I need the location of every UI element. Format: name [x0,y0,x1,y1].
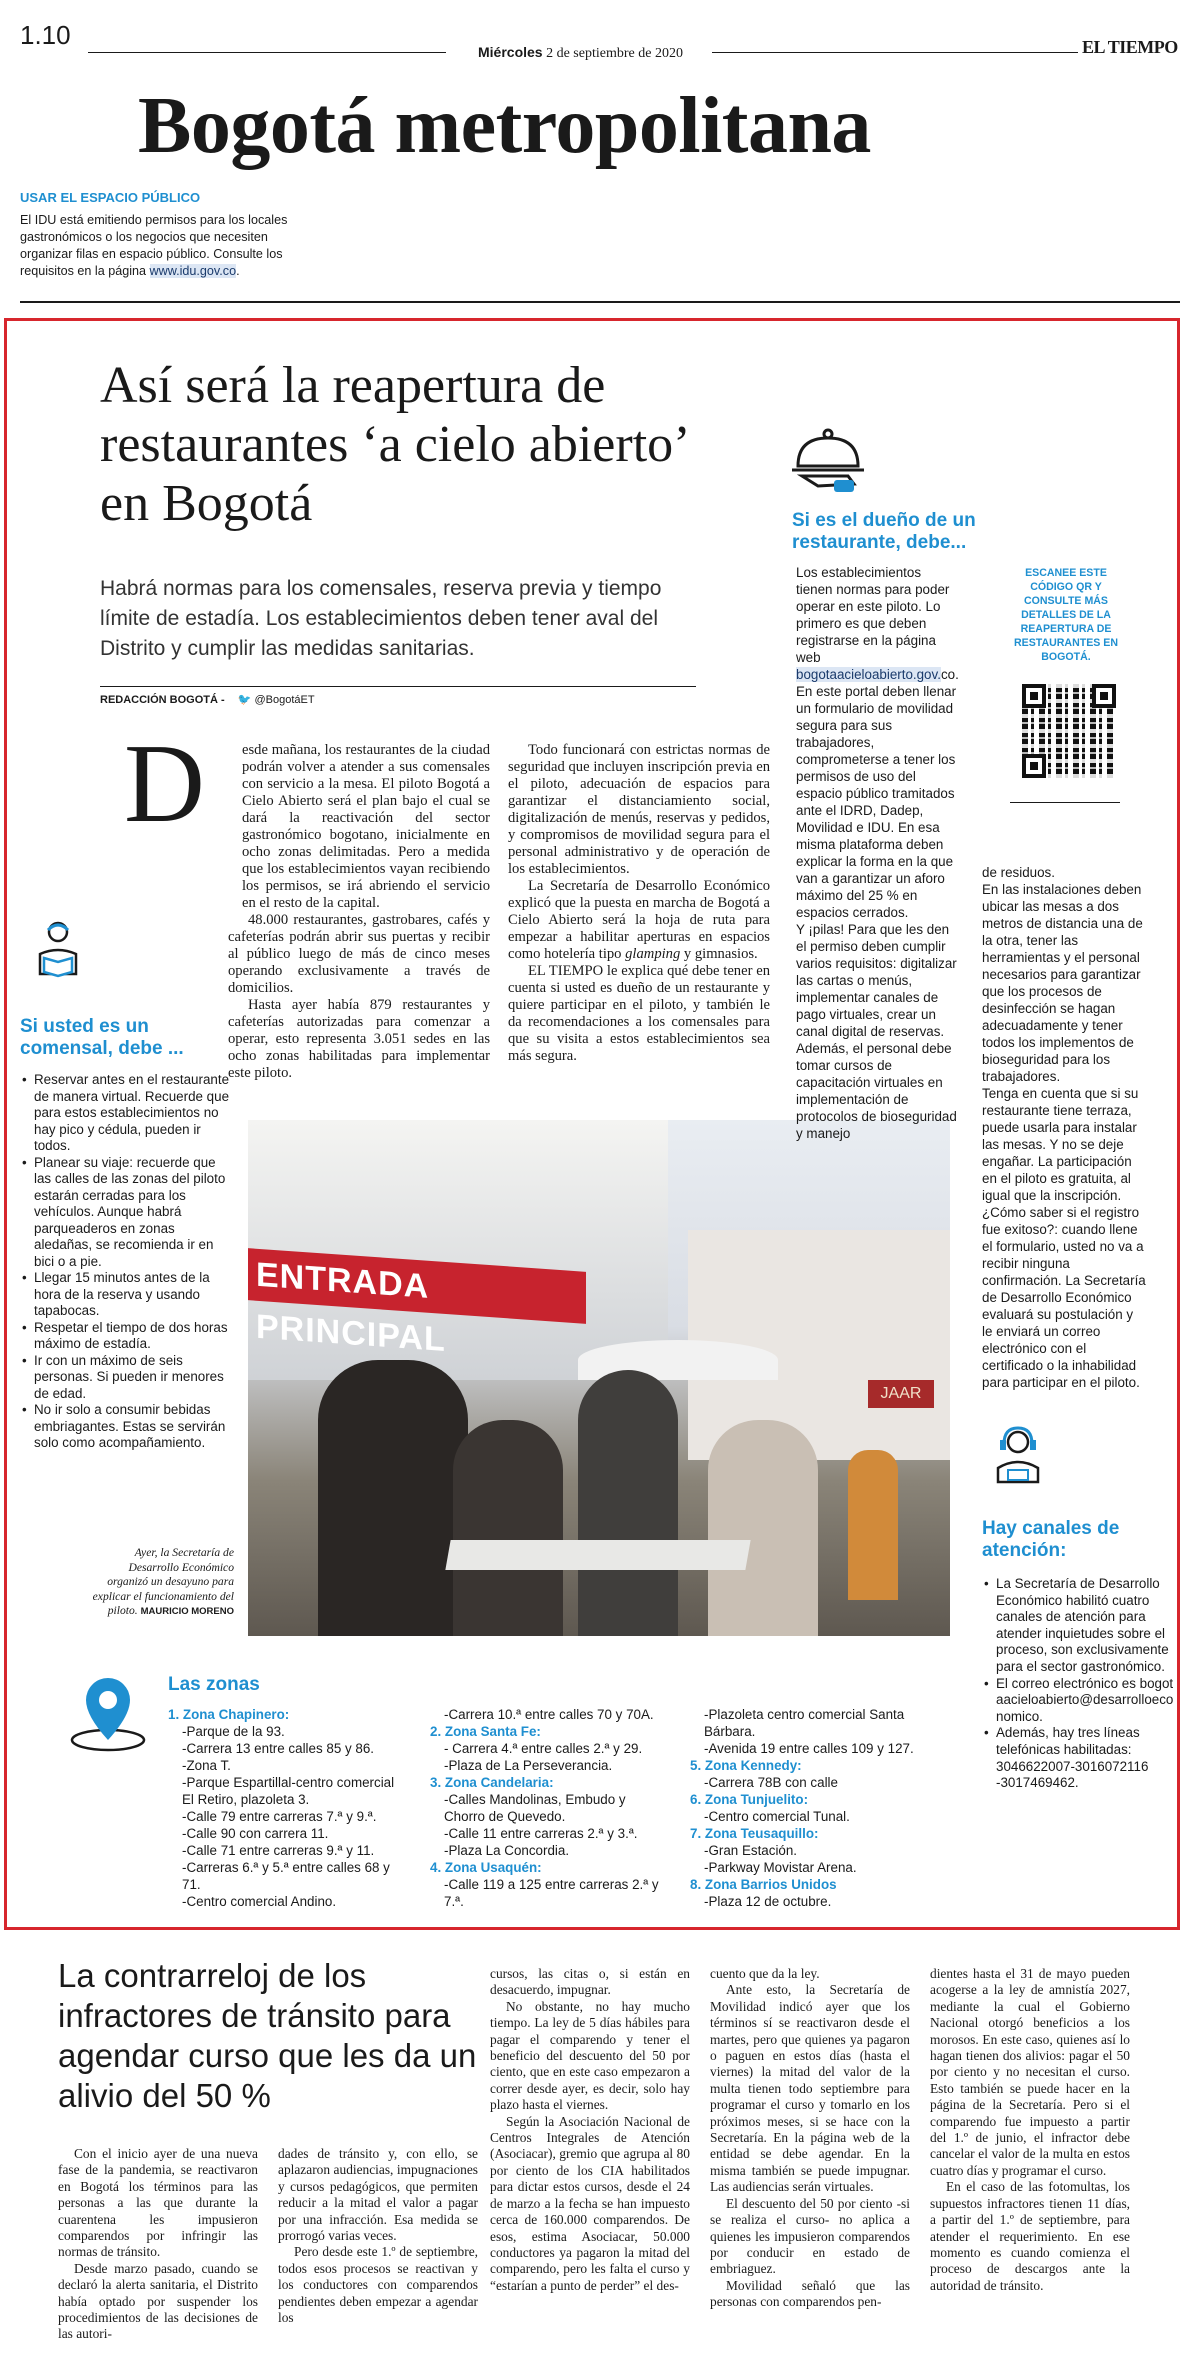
zone-place: -Carrera 78B con calle [704,1775,838,1790]
zone-place: -Calle 119 a 125 entre carreras 2.ª y 7.ª. [444,1877,659,1909]
comensal-item: • Respetar el tiempo de dos horas máximo de estadía. [34,1320,230,1353]
col2-p2 [508,878,770,963]
qr-rule [1010,802,1120,803]
main-photo [248,1120,950,1636]
zone-place: -Zona T. [182,1758,231,1773]
col2-p1: Todo funcionará con estrictas normas de seguridad que incluyen inscripción previa en el piloto, adecuación de espacios para garantizar el distanciamiento social, digitalización de menús, reservas y pedidos, y compromisos de movilidad segura para el personal administrativo y de operación de los establecimientos. [508,742,770,877]
zonas-col2 [430,1706,670,1910]
comensal-item: • No ir solo a consumir bebidas embriagantes. Estas se servirán solo como acompañamiento. [34,1402,230,1452]
comensal-title: Si usted es un comensal, debe ... [20,1016,184,1059]
zone-place: -Parkway Movistar Arena. [704,1860,857,1875]
comensal-item: • Llegar 15 minutos antes de la hora de la reserva y usando tapabocas. [34,1270,230,1320]
main-headline: Así será la reapertura de restaurantes ‘a cielo abierto’ en Bogotá [100,357,687,532]
col1-p3: Hasta ayer había 879 restaurantes y cafeterías autorizadas para comenzar a operar, esto representa 3.051 sedes en las ocho zonas habilitadas para implementar este piloto. [228,997,490,1081]
zone-heading: 3. Zona Candelaria: [430,1775,554,1790]
main-col1 [242,742,490,912]
zone-place: -Plaza 12 de octubre. [704,1894,832,1909]
masthead-rule-left [88,52,446,53]
zone-place: -Avenida 19 entre calles 109 y 127. [704,1741,914,1756]
second-c3-p3: Según la Asociación Nacional de Centros Integrales de Atención (Asociacar), gremio que agrupa al 80 por ciento de los CIA habilitados para dictar estos cursos, desde el 24 de marzo a la fecha se han impuesto cerca de 160.000 comparendos. De esos, estima Asociacar, 50.000 conductores ya pagaron la mitad del comparendo, pero les falta el curso y “estarían a punto de perder” el des- [490,2113,690,2293]
dueno-link[interactable]: bogotaacieloabierto.gov. [796,667,941,682]
twitter-icon: 🐦 [237,694,252,706]
photo-caption [90,1546,234,1620]
main-col1-b [228,912,490,1082]
dueno-p1-end: co. En este portal deben llenar un formulario de movilidad segura para sus trabajadores, comprometerse a tener los permisos de uso del espacio público tramitados ante el IDRD, Dadep, Movilidad e IDU. En esa misma plataforma deben explicar la forma en la que van a garantizar un aforo máximo del 25 % en espacios cerrados. [796,667,959,920]
canales-list [982,1576,1174,1792]
byline-rule [100,686,696,687]
second-c4-p2: Ante esto, la Secretaría de Movilidad indicó ayer que los términos sí se reactivaron desde el martes, pero que quienes ya pagaron o paguen en estos días (hasta el viernes) la mitad del valor de la multa tienen todo septiembre para programar el curso y tomarlo en los próximos meses, si se hace con la Secretaría. En la página web de la entidad se debe agendar. En la misma también se puede impugnar. Las audiencias serán virtuales. [710,1982,910,2195]
second-c3-p2: No obstante, no hay mucho tiempo. La ley de 5 días hábiles para pagar el comparendo y tener el beneficio del descuento del 50 por ciento, que en este caso empezaron a correr desde ayer, es decir, solo hay plazo hasta el viernes. [490,1998,690,2113]
masthead-date [478,44,683,62]
col1-p2: 48.000 restaurantes, gastrobares, cafés y cafeterías podrán abrir sus puertas y recibir al público luego de más de cinco meses operando exclusivamente a través de domicilios. [228,912,490,996]
zone-place: -Parque Espartillal-centro comercial El Retiro, plazoleta 3. [182,1775,395,1807]
main-col2 [508,742,770,1065]
second-c2-p2: Pero desde este 1.º de septiembre, todos esos procesos se reactivan y los conductores con comparendos pendientes deben empezar a agendar los [278,2244,478,2326]
second-headline: La contrarreloj de los infractores de tránsito para agendar curso que les da un alivio del 50 % [58,1957,477,2114]
location-pin-icon [66,1676,150,1756]
zone-place: -Plaza de La Perseverancia. [444,1758,613,1773]
photo-sign: ENTRADA PRINCIPAL [248,1248,586,1324]
zone-place: -Calle 90 con carrera 11. [182,1826,329,1841]
second-c4-p4: Movilidad señaló que las personas con comparendos pen- [710,2277,910,2310]
main-deck: Habrá normas para los comensales, reserva previa y tiempo límite de estadía. Los establecimientos deben tener aval del Distrito y cumplir las medidas sanitarias. [100,577,662,660]
second-c1-p2: Desde marzo pasado, cuando se declaró la alerta sanitaria, el Distrito había optado por suspender los procedimientos de las decisiones de las autori- [58,2260,258,2342]
headset-agent-icon [990,1424,1046,1484]
comensal-item: • Ir con un máximo de seis personas. Si pueden ir menores de edad. [34,1353,230,1403]
comensal-item: • Planear su viaje: recuerde que las calles de las zonas del piloto estarán cerradas para los vehículos. Aunque habrá parqueaderos en zonas aledañas, se recomienda ir en bici o a pie. [34,1155,230,1271]
zone-heading: 2. Zona Santa Fe: [430,1724,541,1739]
comensal-list [20,1072,230,1452]
col2-p2-em: glamping [625,946,681,962]
second-col2 [278,2146,478,2326]
canales-item: • La Secretaría de Desarrollo Económico habilitó cuatro canales de atención para atender inquietudes sobre el proceso, son exclusivamente para el sector gastronómico. [996,1576,1174,1676]
dueno-p4: En las instalaciones deben ubicar las mesas a dos metros de distancia una de la otra, tener las herramientas y el personal necesarios para garantizar que los procesos de desinfección se hagan adecuadamente y tener todos los implementos de bioseguridad para los trabajadores. [982,882,1143,1084]
zone-place: -Centro comercial Tunal. [704,1809,850,1824]
header-rule [20,301,1180,303]
brief-body: El IDU está emitiendo permisos para los locales gastronómicos o los negocios que necesiten organizar filas en espacio público. Consulte los requisitos en la página [20,213,288,278]
dueno-p1 [796,564,960,921]
zone-place: -Calle 11 entre carreras 2.ª y 3.ª. [444,1826,638,1841]
zone-place: -Carreras 6.ª y 5.ª entre calles 68 y 71. [182,1860,390,1892]
cloche-icon [788,420,868,500]
canales-item: • Además, hay tres líneas telefónicas habilitadas: 3046622007-3016072116 -3017469462. [996,1725,1174,1791]
brief-end: . [236,264,240,278]
caption-text: Ayer, la Secretaría de Desarrollo Económico organizó un desayuno para explicar el funcionamiento del piloto. [92,1546,234,1617]
dueno-p1-text: Los establecimientos tienen normas para poder operar en este piloto. Lo primero es que deben registrarse en la página web [796,565,950,665]
canales-item: • El correo electrónico es bogotaacieloabierto@desarrolloeconomico. [996,1676,1174,1726]
zonas-col3 [690,1706,930,1910]
idu-link[interactable]: www.idu.gov.co [149,264,237,278]
zone-place: -Gran Estación. [704,1843,798,1858]
reader-icon [30,918,86,978]
col2-p3: EL TIEMPO le explica qué debe tener en cuenta si usted es dueño de un restaurante y quiere participar en el piloto, y también le da recomendaciones a los comensales para que su visita a estos establecimientos sea más segura. [508,963,770,1064]
date-day: Miércoles [478,44,543,60]
dueno-p5: Tenga en cuenta que si su restaurante tiene terraza, puede usarla para instalar las mesas. Y no se deje engañar. La participación en el piloto es gratuita, al igual que la inscripción. ¿Cómo saber si el registro fue exitoso?: cuando llene el formulario, usted no va a recibir ninguna confirmación. La Secretaría de Desarrollo Económico evaluará su postulación y le enviará un correo electrónico con el certificado o la inhabilidad para participar en el piloto. [982,1086,1146,1390]
col2-p2-text: La Secretaría de Desarrollo Económico explicó que la puesta en marcha de Bogotá a Cielo Abierto será la hoja de ruta para empezar a habilitar aperturas en espacios como hotelería tipo [508,878,770,962]
canales-title: Hay canales de atención: [982,1518,1120,1561]
dueno-col2 [982,864,1146,1391]
zone-place: -Calle 79 entre carreras 7.ª y 9.ª. [182,1809,377,1824]
col2-p2-end: y gimnasios. [680,946,758,962]
brief-text [20,212,294,280]
zone-place: -Calle 71 entre carreras 9.ª y 11. [182,1843,375,1858]
zonas-col1 [168,1706,408,1910]
section-title: Bogotá metropolitana [138,82,871,170]
second-col3 [490,1966,690,2294]
qr-text: ESCANEE ESTE CÓDIGO QR Y CONSULTE MÁS DETALLES DE LA REAPERTURA DE RESTAURANTES EN BOGOTÁ. [1014,567,1118,663]
dueno-col1 [796,564,960,1142]
byline-author: REDACCIÓN BOGOTÁ - [100,694,225,706]
byline [100,693,315,706]
zone-heading: 5. Zona Kennedy: [690,1758,802,1773]
comensal-item: • Reservar antes en el restaurante de manera virtual. Recuerde que para estos establecimientos no hay pico y cédula, pueden ir todos. [34,1072,230,1155]
second-c5-p1: dientes hasta el 31 de mayo pueden acogerse a la ley de amnistía 2027, mediante la cual el Gobierno Nacional otorgó beneficios a los morosos. En este caso, quienes así lo hagan tienen dos alivios: pagar el 50 por ciento y no necesitan el curso. Esto también se puede hacer en la página de la Secretaría. Pero si el comparendo fue impuesto a partir del 1.º de junio, el infractor debe cancelar el valor de la multa en estos cuatro días y programar el curso. [930,1966,1130,2178]
zone-place: -Plaza La Concordia. [444,1843,570,1858]
zonas-title: Las zonas [168,1674,260,1695]
zone-place: -Carrera 10.ª entre calles 70 y 70A. [444,1707,654,1722]
zone-heading: 7. Zona Teusaquillo: [690,1826,819,1841]
byline-handle: @BogotáET [254,694,315,706]
zone-place: -Centro comercial Andino. [182,1894,337,1909]
zone-place: -Carrera 13 entre calles 85 y 86. [182,1741,375,1756]
col1-p1: esde mañana, los restaurantes de la ciudad podrán volver a atender a sus comensales con servicio a la mesa. El piloto Bogotá a Cielo Abierto será el plan bajo el cual se dará la reactivación del sector gastronómico bogotano, inicialmente en ocho zonas delimitadas. Pero a medida que los establecimientos vayan recibiendo los permisos, se irá abriendo el servicio en el resto de la capital. [242,742,490,911]
zone-place: - Carrera 4.ª entre calles 2.ª y 29. [444,1741,643,1756]
brief-kicker: USAR EL ESPACIO PÚBLICO [20,190,201,205]
newspaper-name: EL TIEMPO [1082,37,1178,57]
masthead-rule-right [712,52,1078,53]
zone-heading: 4. Zona Usaquén: [430,1860,542,1875]
zone-place: -Parque de la 93. [182,1724,285,1739]
dueno-p3: de residuos. [982,865,1055,880]
qr-code[interactable] [1022,684,1116,778]
second-col5 [930,1966,1130,2294]
date-rest: 2 de septiembre de 2020 [546,46,683,61]
dueno-title: Si es el dueño de un restaurante, debe... [792,510,976,553]
second-c5-p2: En el caso de las fotomultas, los supuestos infractores tienen 11 días, a partir del 1.º de septiembre, para atender el requerimiento. En ese momento es cuando comienza el proceso de descargos ante la autoridad de tránsito. [930,2179,1130,2293]
second-c3-p1: cursos, las citas o, si están en desacuerdo, impugnar. [490,1966,690,1998]
second-col1 [58,2146,258,2343]
dueno-p2: Y ¡pilas! Para que les den el permiso deben cumplir varios requisitos: digitalizar las cartas o menús, implementar canales de pago virtuales, crear un canal digital de reservas. Además, el personal debe tomar cursos de capacitación virtuales en implementación de protocolos de bioseguridad y manejo [796,922,957,1141]
zone-heading: 6. Zona Tunjuelito: [690,1792,809,1807]
second-c4-p3: El descuento del 50 por ciento -si se realiza el curso- no aplica a quienes les impusieron comparendos por conducir en estado de embriaguez. [710,2195,910,2277]
second-c4-p1: cuento que da la ley. [710,1966,820,1981]
caption-credit: MAURICIO MORENO [140,1606,234,1617]
zone-heading: 1. Zona Chapinero: [168,1707,290,1722]
zone-place: -Plazoleta centro comercial Santa Bárbara. [704,1707,905,1739]
second-c1-p1: Con el inicio ayer de una nueva fase de la pandemia, se reactivaron en Bogotá los términos para las personas a las que durante la cuarentena les impusieron comparendos por infringir las normas de tránsito. [58,2146,258,2260]
zone-heading: 8. Zona Barrios Unidos [690,1877,837,1892]
photo-sign-2: JAAR [868,1380,934,1408]
page-number: 1.10 [20,20,71,50]
second-col4 [710,1966,910,2311]
drop-cap: D [124,722,205,846]
second-c2-p1: dades de tránsito y, con ello, se aplazaron audiencias, impugnaciones y cursos pedagógicos, que permiten reducir a la mitad el valor a pagar por una infracción. Esa medida se prorrogó varias veces. [278,2146,478,2244]
zone-place: -Calles Mandolinas, Embudo y Chorro de Quevedo. [444,1792,626,1824]
